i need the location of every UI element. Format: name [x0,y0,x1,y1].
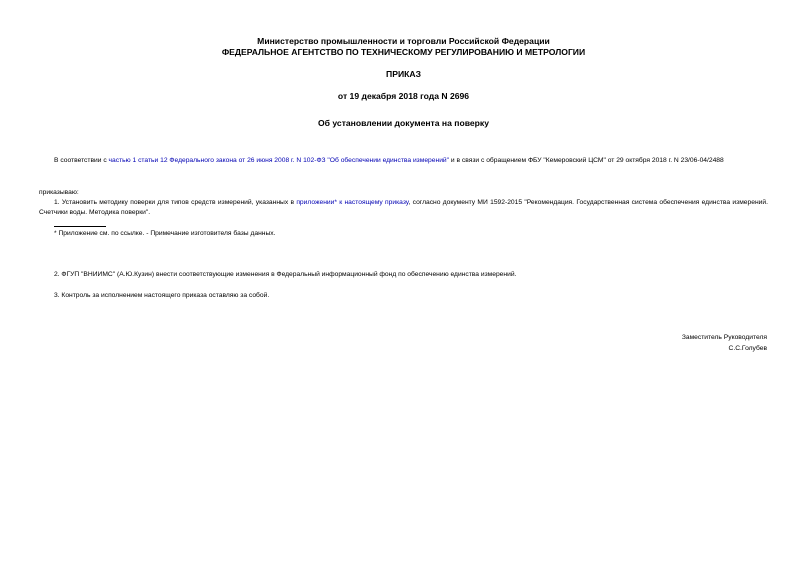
item-3-text: 3. Контроль за исполнением настоящего приказа оставляю за собой. [54,292,270,299]
item-2-paragraph [39,270,768,280]
ministry-heading: Министерство промышленности и торговли Российской Федерации [257,36,550,46]
footnote-text: * Приложение см. по ссылке. - Примечание изготовителя базы данных. [54,230,276,237]
item-2-text: 2. ФГУП "ВНИИМС" (А.Ю.Кузин) внести соответствующие изменения в Федеральный информационный фонд по обеспечению единства измерений. [54,271,517,278]
federal-law-link[interactable]: частью 1 статьи 12 Федерального закона от 26 июня 2008 г. N 102-ФЗ "Об обеспечении единства измерений" [108,157,450,164]
item-1-text-before: 1. Установить методику поверки для типов средств измерений, указанных в [54,199,297,206]
signatory-name: С.С.Голубев [728,345,767,352]
signatory-title: Заместитель Руководителя [681,334,767,341]
appendix-link[interactable]: приложении* к настоящему приказу [296,199,409,206]
preamble-text-before: В соответствии с [54,157,109,164]
item-3-paragraph [39,291,768,301]
footnote-paragraph [39,229,768,239]
document-subject-heading: Об установлении документа на поверку [317,118,490,128]
item-1-text-after: , согласно документу МИ 1592-2015 "Рекомендация. Государственная система обеспечения единства измерений. Счетчики воды. Методика поверки". [39,199,768,216]
agency-heading: ФЕДЕРАЛЬНОЕ АГЕНТСТВО ПО ТЕХНИЧЕСКОМУ РЕГУЛИРОВАНИЮ И МЕТРОЛОГИИ [221,47,586,57]
date-number-heading: от 19 декабря 2018 года N 2696 [337,91,470,101]
order-word: приказываю: [39,189,79,196]
preamble-paragraph [39,156,768,166]
preamble-text-after: и в связи с обращением ФБУ "Кемеровский ЦСМ" от 29 октября 2018 г. N 23/06-04/2488 [449,157,724,164]
footnote-divider [54,226,106,227]
item-1-paragraph [39,198,768,218]
document-type-heading: ПРИКАЗ [386,69,421,79]
